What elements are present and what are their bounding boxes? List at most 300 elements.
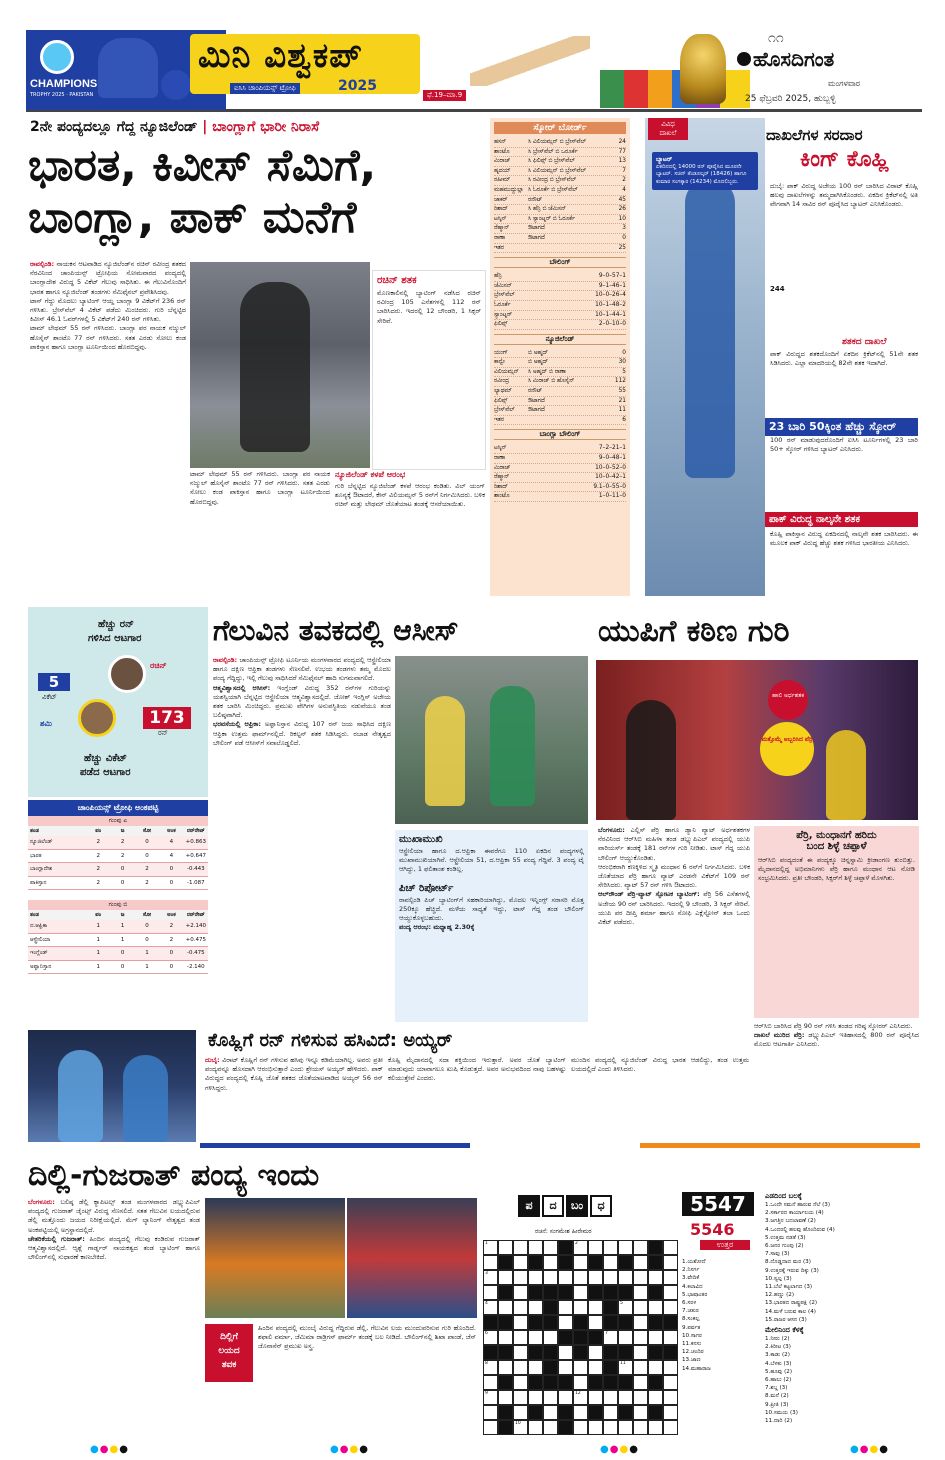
bowler-name: ಮಿರಾಜ್ xyxy=(494,464,511,471)
crossword-cell xyxy=(588,1270,603,1285)
wpl-body-col-2 xyxy=(754,1022,919,1140)
crossword-cell-number: 1 xyxy=(485,1241,488,1246)
batter-name: ಇತರ xyxy=(494,416,504,423)
clue-down: 11.ದಾರಿ (2) xyxy=(765,1418,793,1425)
batter-name: ಹಸನ್ xyxy=(494,139,507,145)
crossword-cell-number: 6 xyxy=(485,1331,488,1336)
bowler-name: ಶಾಂಟೊ xyxy=(494,493,510,500)
crossword-cell xyxy=(558,1390,573,1405)
crossword-cell xyxy=(663,1270,678,1285)
runs-player-name: ರಚಿನ್ xyxy=(150,661,167,670)
crossword-cell xyxy=(648,1330,663,1345)
crossword-cell xyxy=(558,1345,573,1360)
points-row xyxy=(28,947,208,961)
crossword-cell xyxy=(603,1405,618,1420)
bowling-row xyxy=(494,272,626,282)
crossword-cell xyxy=(603,1315,618,1330)
crossword-cell xyxy=(543,1270,558,1285)
points-row xyxy=(28,934,208,948)
crossword-cell xyxy=(558,1315,573,1330)
crossword-cell xyxy=(528,1360,543,1375)
bowler-name: ರಿಶಾದ್ xyxy=(494,483,508,490)
crossword-cell xyxy=(558,1300,573,1315)
h2h-text: ಆಸ್ಟ್ರೇಲಿಯಾ ಹಾಗೂ ದ.ಆಫ್ರಿಕಾ ಈವರೆಗೂ 110 ಏಕದಿನ ಪಂದ್ಯಗಳಲ್ಲಿ ಮುಖಾಮುಖಿಯಾಗಿವೆ. ಆಸ್ಟ್ರೇಲಿಯಾ 51, ದ.ಆಫ್ರಿಕಾ 55 ಪಂದ್ಯ ಗೆದ್ದಿವೆ. 3 ಪಂದ್ಯ ಟೈ ಆಗಿದ್ದು, 1 ಫಲಿತಾಂಶ ಕಂಡಿಲ್ಲ. xyxy=(399,847,584,874)
h2h-box xyxy=(395,830,588,1022)
top-players-panel xyxy=(28,607,208,797)
crossword-cell xyxy=(483,1330,498,1345)
crossword-cell xyxy=(633,1345,648,1360)
crossword-cell xyxy=(513,1270,528,1285)
crossword-cell xyxy=(663,1285,678,1300)
crossword-cell xyxy=(498,1330,513,1345)
bowler-name: ಜೆಮಿಸನ್ xyxy=(494,282,512,289)
crossword-cell xyxy=(618,1330,633,1345)
points-cell: ದ.ಆಫ್ರಿಕಾ xyxy=(30,923,48,929)
rachin-caption-title: ರಚಿನ್ ಶತಕ xyxy=(377,275,417,286)
dismissal: ಸಿ ಬ್ರೇಸ್‌ವೆಲ್ ಬಿ ಒರೂರ್ಕೆ xyxy=(528,148,578,155)
crossword-cell xyxy=(633,1375,648,1390)
points-cell: 0 xyxy=(169,879,174,886)
crossword-cell xyxy=(498,1300,513,1315)
crossword-cell xyxy=(513,1240,528,1255)
aussies-body-1: ಚಾಂಪಿಯನ್ಸ್ ಟ್ರೋಫಿ ಟೂರ್ನಿಯ ಮಂಗಳವಾರದ ಪಂದ್ಯದಲ್ಲಿ ಆಸ್ಟ್ರೇಲಿಯಾ ಹಾಗೂ ದಕ್ಷಿಣ ಆಫ್ರಿಕಾ ತಂಡಗಳು ಸೆಣಸಲಿವೆ. ಉಭಯ ತಂಡಗಳು ತಮ್ಮ ಮೊದಲ ಪಂದ್ಯ ಗೆದ್ದಿದ್ದು, ಇಲ್ಲಿ ಗೆಲುವು ಸಾಧಿಸಿದರೆ ಸೆಮಿಫೈನಲ್ ಹಾದಿ ಸುಗಮವಾಗಲಿದೆ. xyxy=(213,656,391,683)
clue-down: 7.ಶಬ್ದ (3) xyxy=(765,1385,788,1392)
iyer-body-col-1 xyxy=(205,1056,383,1142)
crossword-cell xyxy=(513,1390,528,1405)
runs: 25 xyxy=(618,244,626,251)
bowling-table-b xyxy=(494,444,626,502)
crossword-cell xyxy=(618,1315,633,1330)
bowling-figures: 9–0–48–1 xyxy=(598,455,626,462)
aussies-body-3: ಅಫ್ಘಾನಿಸ್ತಾನ ವಿರುದ್ಧ 107 ರನ್ ಜಯ ಸಾಧಿಸಿದ ದಕ್ಷಿಣ ಆಫ್ರಿಕಾ ಉತ್ತಮ ಫಾರ್ಮ್‌ನಲ್ಲಿದೆ. ರಿಕಲ್ಟನ್ ಶತಕ ಸಿಡಿಸಿದ್ದರು. ರಬಾಡ ನೇತೃತ್ವದ ಬೌಲಿಂಗ್ ಪಡೆ ಆಸೀಸ್‌ಗೆ ಸವಾಲೊಡ್ಡಲಿದೆ. xyxy=(213,720,391,747)
answer-item: 5.ಭಾಷಾಂತರ xyxy=(682,1291,708,1298)
crossword-title-3: ಧ xyxy=(590,1195,612,1217)
crossword-cell xyxy=(528,1345,543,1360)
iyer-body-col-2 xyxy=(388,1056,566,1142)
crossword-cell xyxy=(663,1330,678,1345)
kohli-tag-1: ವಿವಿಧ xyxy=(661,120,675,128)
runs: 2 xyxy=(622,177,626,184)
crossword-cell xyxy=(483,1405,498,1420)
crossword-cell xyxy=(603,1390,618,1405)
points-cell: ಬಾಂಗ್ಲಾದೇಶ xyxy=(30,866,53,872)
points-cell: ಅಫ್ಘಾನಿಸ್ತಾನ xyxy=(30,963,52,970)
crossword-cell xyxy=(483,1390,498,1405)
answer-item: 4.ಕಲಾವಿದ xyxy=(682,1283,703,1290)
points-header-cell: ತಂಡ xyxy=(30,912,39,918)
kohli-stat: 244 xyxy=(770,285,785,293)
bowler-silhouette-icon xyxy=(161,70,191,100)
crossword-cell xyxy=(483,1300,498,1315)
lead-body-col-2 xyxy=(190,470,330,596)
batter-name: ರಾಣಾ xyxy=(494,234,506,241)
batter-name: ರಹೀಮ್ xyxy=(494,177,511,184)
crossword-cell xyxy=(498,1375,513,1390)
wpl-body-3: ಪೆರ್ರಿ 56 ಎಸೆತಗಳಲ್ಲಿ ಅಜೇಯ 90 ರನ್ ಬಾರಿಸಿದರು. ಇದರಲ್ಲಿ 9 ಬೌಂಡರಿ, 3 ಸಿಕ್ಸರ್ ಸೇರಿವೆ. ಯುಪಿ ಪರ ದೀಪ್ತಿ ಶರ್ಮಾ ಹಾಗೂ ಸೋಫಿ ಎಕ್ಲೆಸ್ಟೋನ್ ತಲಾ ಒಂದು ವಿಕೆಟ್ ಪಡೆದರು. xyxy=(598,890,750,927)
answer-item: 12.ಚಂದಿರ xyxy=(682,1349,704,1356)
crossword-cell xyxy=(633,1300,648,1315)
scoreboard-title: ಸ್ಕೋರ್ ಬೋರ್ಡ್ xyxy=(494,122,626,134)
crossword-cell xyxy=(558,1285,573,1300)
runs: 13 xyxy=(618,158,626,165)
crossword-cell xyxy=(543,1345,558,1360)
crossword-cell xyxy=(663,1255,678,1270)
crossword-cell xyxy=(618,1375,633,1390)
crossword-cell xyxy=(528,1240,543,1255)
batter-name: ವಿಲಿಯಮ್ಸನ್ xyxy=(494,368,519,375)
crossword-cell xyxy=(618,1405,633,1420)
crossword-title-2: ಬಂ xyxy=(566,1195,588,1217)
crossword-cell xyxy=(558,1270,573,1285)
crossword-cell xyxy=(483,1285,498,1300)
group-a-table xyxy=(28,826,208,890)
wpl-side-title-1: ಪೆರ್ರಿ, ಮಂಧಾನಗೆ ಹರಿದು xyxy=(796,830,877,841)
crossword-cell xyxy=(528,1315,543,1330)
crossword-cell xyxy=(573,1345,588,1360)
points-cell: 2 xyxy=(169,936,174,943)
down-items xyxy=(765,1335,920,1425)
wk-player-name: ಶಮಿ xyxy=(40,719,53,728)
crossword-cell xyxy=(618,1255,633,1270)
kohli-sub-3: ಪಾಕ್ ವಿರುದ್ಧ ನಾಲ್ಕನೇ ಶತಕ xyxy=(765,512,918,527)
crossword-cell xyxy=(543,1405,558,1420)
rachin-caption-text: ಮೊಣಕಾಲಿನಲ್ಲಿ ಬ್ಯಾಟಿಂಗ್ ನಡೆಸಿದ ರಚಿನ್ ರವೀಂದ್ರ 105 ಎಸೆತಗಳಲ್ಲಿ 112 ರನ್ ಬಾರಿಸಿದರು. ಇದರಲ್ಲಿ 12 ಬೌಂಡರಿ, 1 ಸಿಕ್ಸರ್ ಸೇರಿವೆ. xyxy=(377,289,481,325)
clue-down: 8.ಮನೆ (2) xyxy=(765,1393,789,1400)
kohli-callout-text: ಏಕದಿನದಲ್ಲಿ 14000 ರನ್ ಪೂರೈಸಿದ ಮೂರನೇ ಬ್ಯಾಟರ್. ಸಚಿನ್ ತೆಂಡೂಲ್ಕರ್ (18426) ಹಾಗೂ ಕುಮಾರ ಸಂಗಕ್ಕಾರ (14234) ಮೊದಲಿಬ್ಬರು. xyxy=(656,163,747,185)
crossword-cell xyxy=(648,1360,663,1375)
runs: 30 xyxy=(618,359,626,366)
scoreboard-row xyxy=(494,167,626,177)
scoreboard-row xyxy=(494,244,626,254)
points-cell: 0 xyxy=(120,963,125,970)
clue-across: 1.ಒಂದೇ ಸಮನೆ ಹಾರುವ ನೆಲೆ (3) xyxy=(765,1202,831,1208)
points-cell: 4 xyxy=(169,852,174,859)
kohli-callout-title: ಬ್ಯಾಟರ್ xyxy=(656,156,673,163)
clue-across: 6.ಜನರ ಗುಂಪು (2) xyxy=(765,1243,804,1250)
kohli-tag xyxy=(648,118,688,140)
points-cell: 0 xyxy=(120,950,125,956)
crossword-title-0: ಪ xyxy=(518,1195,540,1217)
issue-date: 25 ಫೆಬ್ರವರಿ 2025, ಹುಬ್ಬಳ್ಳಿ xyxy=(745,94,836,104)
crossword-cell xyxy=(648,1405,663,1420)
aussies-photo xyxy=(395,656,588,824)
delhi-body-2: ಹಿಂದಿನ ಪಂದ್ಯದಲ್ಲಿ ಗೆಲುವು ಕಂಡಿರುವ ಗುಜರಾತ್ ಆತ್ಮವಿಶ್ವಾಸದಲ್ಲಿದೆ. ಆ್ಯಶ್ಲೆ ಗಾರ್ಡ್ನರ್ ನಾಯಕತ್ವದ ತಂಡ ಬ್ಯಾಟಿಂಗ್ ಹಾಗೂ ಬೌಲಿಂಗ್‌ನಲ್ಲಿ ಸುಧಾರಣೆ ಕಾಣಬೇಕಿದೆ. xyxy=(28,1234,200,1262)
crossword-cell xyxy=(513,1405,528,1420)
clue-across: 12.ಹಣ್ಣು (2) xyxy=(765,1292,795,1299)
crossword-cell xyxy=(573,1405,588,1420)
bowling-figures: 10–0–42–1 xyxy=(595,474,626,481)
points-cell: 1 xyxy=(145,950,149,956)
masthead-title: ಮಿನಿ ವಿಶ್ವಕಪ್ xyxy=(198,36,364,76)
points-cell: 0 xyxy=(120,879,125,886)
crossword-cell xyxy=(648,1300,663,1315)
batter-name: ಕಾನ್ವೇ xyxy=(494,359,505,366)
points-cell: 1 xyxy=(145,963,149,970)
answer-item: 3.ವೇದಿಕೆ xyxy=(682,1275,700,1282)
bowling-row xyxy=(494,320,626,330)
aussies-sub-1: ಆತ್ಮವಿಶ್ವಾಸದಲ್ಲಿ ಆಸೀಸ್: xyxy=(213,683,271,692)
crossword-cell xyxy=(558,1420,573,1435)
points-cell: ಭಾರತ xyxy=(30,852,42,859)
trophy-icon xyxy=(680,34,726,104)
registration-dots-1: ●●●● xyxy=(90,1444,129,1455)
dismissal: ಔಟಾಗದೆ xyxy=(528,407,545,414)
crossword-cell-number: 9 xyxy=(485,1391,488,1396)
crossword-cell xyxy=(483,1315,498,1330)
clue-across: 2.ಸರ್ಕಾರದ ಕಾರ್ಯಾಲಯ (4) xyxy=(765,1210,824,1217)
page-number: ೧೧ xyxy=(768,30,784,46)
points-cell: ನ್ಯೂಜಿಲೆಂಡ್ xyxy=(30,839,53,845)
points-cell: 0 xyxy=(145,839,149,845)
runs: 26 xyxy=(618,206,626,213)
crossword-cell xyxy=(558,1240,573,1255)
h2h-title: ಮುಖಾಮುಖಿ xyxy=(399,834,443,845)
paper-logo-icon xyxy=(737,52,751,66)
points-header-row xyxy=(28,910,208,920)
crossword-cell xyxy=(588,1390,603,1405)
batter-name: ಯಂಗ್ xyxy=(494,349,508,356)
crossword-cell xyxy=(663,1240,678,1255)
dismissal: ಔಟಾಗದೆ xyxy=(528,234,545,241)
crossword-cell xyxy=(603,1420,618,1435)
crossword-cell xyxy=(618,1420,633,1435)
points-cell: 2 xyxy=(96,866,100,872)
iyer-dateline: ದುಬೈ: xyxy=(205,1056,220,1064)
bowling-figures: 2–0–10–0 xyxy=(598,321,626,328)
batsman-figure xyxy=(240,282,310,452)
clue-down: 6.ಹಾಲು (2) xyxy=(765,1377,792,1384)
paper-name: ಹೊಸದಿಗಂತ xyxy=(753,47,835,71)
crossword-cell xyxy=(603,1345,618,1360)
wpl-badge-2: ಮತ್ತೊಮ್ಮೆ ಅಬ್ಬರಿಸಿದ ಪೆರ್ರಿ xyxy=(760,722,814,776)
wpl-side-box xyxy=(754,826,919,1018)
crossword-cell xyxy=(633,1420,648,1435)
dismissal: ಸಿ ಮಿರಾಜ್ ಬಿ ಹೊಸೈನ್ xyxy=(528,378,575,385)
answer-item: 14.ಮಹಾರಾಜ xyxy=(682,1365,711,1372)
crossword-cell xyxy=(498,1360,513,1375)
wpl-headline: ಯುಪಿಗೆ ಕಠಿಣ ಗುರಿ xyxy=(598,614,790,649)
bowling-row xyxy=(494,282,626,292)
crossword-cell xyxy=(603,1300,618,1315)
crossword-cell xyxy=(558,1330,573,1345)
crossword-title-1: ದ xyxy=(542,1195,564,1217)
crossword-cell xyxy=(633,1255,648,1270)
crossword-cell xyxy=(498,1390,513,1405)
points-cell: 0 xyxy=(145,852,149,859)
crossword-cell xyxy=(648,1420,663,1435)
crossword-grid xyxy=(483,1240,678,1435)
iyer-body-3: ಮುಂದಿನ ಪಂದ್ಯದಲ್ಲಿ ನ್ಯೂಜಿಲೆಂಡ್ ವಿರುದ್ಧ ಭಾರತ ಆಡಲಿದ್ದು, ತಂಡ ಉತ್ತಮ ಲಯದಲ್ಲಿದೆ ಎಂದು ತಿಳಿಸಿದರು. xyxy=(571,1056,749,1074)
wpl-body-5: ಡಬ್ಲ್ಯುಪಿಎಲ್ ಇತಿಹಾಸದಲ್ಲಿ 800 ರನ್ ಪೂರೈಸಿದ ಮೊದಲ ಆಟಗಾರ್ತಿ ಎನಿಸಿದರು. xyxy=(754,1031,919,1049)
crossword-cell-number: 11 xyxy=(620,1361,626,1366)
lead-body-3: ಟಾಮ್ ಲೇಥಮ್ 55 ರನ್ ಗಳಿಸಿದರು. ಬಾಂಗ್ಲಾ ಪರ ನಾಯಕ ನಜ್ಮುಲ್ ಹೊಸೈನ್ ಶಾಂಟೊ 77 ರನ್ ಗಳಿಸಿದರು. ಸತತ ಎರಡು ಸೋಲು ಕಂಡ ಪಾಕಿಸ್ತಾನ ಹಾಗೂ ಬಾಂಗ್ಲಾ ಟೂರ್ನಿಯಿಂದ ಹೊರಬಿದ್ದವು. xyxy=(30,324,186,351)
crossword-cell xyxy=(543,1420,558,1435)
crossword-cell xyxy=(588,1405,603,1420)
points-cell: 0 xyxy=(169,950,174,956)
crossword-cell xyxy=(618,1360,633,1375)
bowling-row xyxy=(494,464,626,474)
registration-dots-4: ●●●● xyxy=(850,1444,889,1455)
delhi-tag-3: ತವಕ xyxy=(221,1360,237,1370)
crossword-cell xyxy=(483,1240,498,1255)
kohli-figure xyxy=(685,178,735,478)
bowler-name: ಸ್ಯಾಂಟ್ನರ್ xyxy=(494,311,513,318)
clue-across: 7.ಸಾವು (3) xyxy=(765,1251,790,1258)
delhi-sub-1: ಚೇತರಿಕೆಯಲ್ಲಿ ಗುಜರಾತ್: xyxy=(28,1234,85,1243)
runs: 3 xyxy=(622,225,626,232)
clue-down: 9.ಪ್ರೀತಿ (3) xyxy=(765,1401,789,1408)
crossword-cell xyxy=(543,1315,558,1330)
across-items xyxy=(765,1201,920,1324)
clue-across: 11.ಬೆಲೆ ಕಟ್ಟಲಾಗದ (3) xyxy=(765,1284,813,1291)
title-panel xyxy=(190,34,420,94)
runs: 11 xyxy=(618,407,626,414)
crossword-cell xyxy=(573,1240,588,1255)
batter-name: ರೆಹ್ಮಾನ್ xyxy=(494,225,510,232)
bowling-figures: 7–2–21–1 xyxy=(598,445,626,452)
points-header-cell: ಜ xyxy=(120,912,125,918)
crossword-cell xyxy=(483,1270,498,1285)
crossword-cell xyxy=(663,1375,678,1390)
crossword-cell xyxy=(528,1300,543,1315)
scoreboard-row xyxy=(494,416,626,426)
points-header-cell: ಪಂ xyxy=(95,912,102,918)
crossword-title xyxy=(518,1195,612,1217)
scoreboard-row xyxy=(494,205,626,215)
clue-down: 3.ಕಾಡು (2) xyxy=(765,1352,790,1359)
dismissal: ಸಿ ಸ್ಯಾಂಟ್ನರ್ ಬಿ ಓರೂರ್ಕೆ xyxy=(528,215,576,222)
lead-body-col-3 xyxy=(335,482,485,596)
crossword-cell xyxy=(528,1405,543,1420)
crossword-cell xyxy=(543,1390,558,1405)
clues-across xyxy=(765,1192,920,1442)
crossword-cell xyxy=(648,1390,663,1405)
crossword-cell-number: 3 xyxy=(485,1271,488,1276)
crossword-cell xyxy=(543,1285,558,1300)
points-cell: 0 xyxy=(169,866,174,872)
crossword-cell xyxy=(603,1240,618,1255)
down-title: ಮೇಲಿನಿಂದ ಕೆಳಕ್ಕೆ xyxy=(765,1326,804,1335)
answer-item: 7.ಚತುರ xyxy=(682,1308,699,1315)
points-cell: 2 xyxy=(120,839,125,845)
scoreboard-row xyxy=(494,196,626,206)
delhi-photo-1 xyxy=(205,1198,345,1318)
aussies-sub-2: ಭರವಸೆಯಲ್ಲಿ ಆಫ್ರಿಕಾ: xyxy=(213,720,262,729)
bowler-name: ರೆಹ್ಮಾನ್ xyxy=(494,474,510,481)
points-cell: 4 xyxy=(169,839,174,845)
prev-number: 5546 xyxy=(690,1220,735,1239)
wpl-sub-2: ದಾಖಲೆ ಮುರಿದ ಪೆರ್ರಿ: xyxy=(754,1031,805,1040)
crossword-cell xyxy=(573,1315,588,1330)
points-header-cell: ತಂಡ xyxy=(30,828,39,834)
points-header-cell: ಸೋ xyxy=(142,828,152,834)
delhi-photo-2 xyxy=(347,1198,477,1318)
points-cell: +2.140 xyxy=(185,923,206,929)
aussies-dateline: ರಾವಲ್ಪಿಂಡಿ: xyxy=(213,656,238,664)
wk-title-1: ಹೆಚ್ಚು ವಿಕೆಟ್ xyxy=(84,753,127,764)
crossword-cell xyxy=(498,1315,513,1330)
runs: 21 xyxy=(618,397,626,404)
batter-name: ಇತರ xyxy=(494,244,504,251)
crossword-cell xyxy=(528,1420,543,1435)
delhi-tag-2: ಲಯದ xyxy=(218,1346,240,1356)
crossword-cell xyxy=(603,1375,618,1390)
bowling-title-b: ಬಾಂಗ್ಲಾ ಬೌಲಿಂಗ್ xyxy=(494,429,626,440)
kohli-body-1: ದುಬೈ: ಪಾಕ್ ವಿರುದ್ಧ ಅಜೇಯ 100 ರನ್ ಬಾರಿಸಿದ ವಿರಾಟ್ ಕೊಹ್ಲಿ ಹಲವು ದಾಖಲೆಗಳನ್ನು ತಮ್ಮದಾಗಿಸಿಕೊಂಡರು. ಏಕದಿನ ಕ್ರಿಕೆಟ್‌ನಲ್ಲಿ ಅತಿ ವೇಗವಾಗಿ 14 ಸಾವಿರ ರನ್ ಪೂರೈಸಿದ ಬ್ಯಾಟರ್ ಎನಿಸಿಕೊಂಡರು. xyxy=(770,182,918,209)
dismissal: ಬಿ ಅಹ್ಮದ್ xyxy=(528,349,548,356)
crossword-cell xyxy=(573,1375,588,1390)
lead-body-col-1 xyxy=(30,260,186,596)
crossword-cell xyxy=(648,1315,663,1330)
runs: 45 xyxy=(618,196,626,203)
points-header-cell: ಪಂ xyxy=(95,828,102,834)
crossword-cell xyxy=(588,1360,603,1375)
wpl-body-4: ಆರ್‌ಸಿಬಿ ಬಾರಿಸಿದ ಪೆರ್ರಿ 90 ರನ್ ಗಳಿಸಿ ತಂಡದ ಗರಿಷ್ಠ ಸ್ಕೋರರ್ ಎನಿಸಿದರು. xyxy=(754,1022,913,1030)
bowling-row xyxy=(494,301,626,311)
wk-player-avatar xyxy=(78,699,116,737)
bowler-name: ಹೆನ್ರಿ xyxy=(494,273,502,280)
kohli-headline-a: ದಾಖಲೆಗಳ ಸರದಾರ xyxy=(766,126,863,144)
crossword-cell-number: 12 xyxy=(575,1391,581,1396)
points-header-cell: ಅಂಕ xyxy=(167,828,176,834)
wk-value: 5 xyxy=(38,673,70,691)
scoreboard-row xyxy=(494,224,626,234)
points-cell: 2 xyxy=(120,852,125,859)
points-cell: +0.863 xyxy=(185,839,206,845)
across-title: ಎಡದಿಂದ ಬಲಕ್ಕೆ xyxy=(765,1192,802,1200)
clue-down: 2.ಕಿರೀಟ (3) xyxy=(765,1344,791,1351)
iyer-body-col-3 xyxy=(571,1056,749,1142)
batting-table-a xyxy=(494,138,626,253)
crossword-cell xyxy=(663,1315,678,1330)
crossword-cell xyxy=(603,1360,618,1375)
answer-item: 11.ಕನಸು xyxy=(682,1341,702,1348)
crossword-cell xyxy=(618,1345,633,1360)
dismissal: ಸಿ ವಿಲಿಯಮ್ಸನ್ ಬಿ ಬ್ರೇಸ್‌ವೆಲ್ xyxy=(528,167,586,174)
clue-down: 1.ನೀರು (2) xyxy=(765,1336,790,1343)
crossword-author: ರಚನೆ: ಸಂಗಮೇಶ ಹೀರೇಮಠ xyxy=(535,1228,592,1235)
runs-unit: ರನ್ xyxy=(158,729,168,737)
runs: 0 xyxy=(622,349,626,356)
crossword-cell-number: 7 xyxy=(605,1331,608,1336)
pitch-title: ಪಿಚ್ ರಿಪೋರ್ಟ್ xyxy=(399,882,454,894)
points-row xyxy=(28,877,208,891)
scoreboard xyxy=(490,118,630,596)
scoreboard-row xyxy=(494,157,626,167)
bowling-row xyxy=(494,311,626,321)
bowling-row xyxy=(494,444,626,454)
team-b-title: ನ್ಯೂಜಿಲೆಂಡ್ xyxy=(494,334,626,345)
crossword-cell xyxy=(573,1270,588,1285)
crossword-cell xyxy=(603,1330,618,1345)
runs: 24 xyxy=(618,139,626,145)
points-cell: 0 xyxy=(145,923,149,929)
crossword-cell xyxy=(633,1360,648,1375)
answer-item: 13.ಜಾಣ xyxy=(682,1357,701,1364)
kohli-body-2: ಪಾಕ್ ವಿರುದ್ಧದ ಶತಕದೊಂದಿಗೆ ಏಕದಿನ ಕ್ರಿಕೆಟ್‌ನಲ್ಲಿ 51ನೇ ಶತಕ ಸಿಡಿಸಿದರು. ಎಲ್ಲಾ ಮಾದರಿಯಲ್ಲಿ 82ನೇ ಶತಕ ಇದಾಗಿದೆ. xyxy=(770,350,918,368)
brand-sub-label: TROPHY 2025 · PAKISTAN xyxy=(30,92,94,98)
crossword-cell xyxy=(603,1270,618,1285)
batter-name: ರಿಶಾದ್ xyxy=(494,206,508,213)
kicker-b: ಬಾಂಗ್ಲಾಗೆ ಭಾರೀ ನಿರಾಸೆ xyxy=(212,119,320,135)
crossword-cell xyxy=(633,1240,648,1255)
scoreboard-row xyxy=(494,215,626,225)
bowling-table-a xyxy=(494,272,626,330)
clue-across: 15.ರಾಜರ ಆಸನ (3) xyxy=(765,1316,807,1323)
rachin-caption-box xyxy=(372,270,486,470)
lead-headline-1: ಭಾರತ, ಕಿವೀಸ್ ಸೆಮಿಗೆ, xyxy=(28,140,377,191)
crossword-cell xyxy=(618,1240,633,1255)
